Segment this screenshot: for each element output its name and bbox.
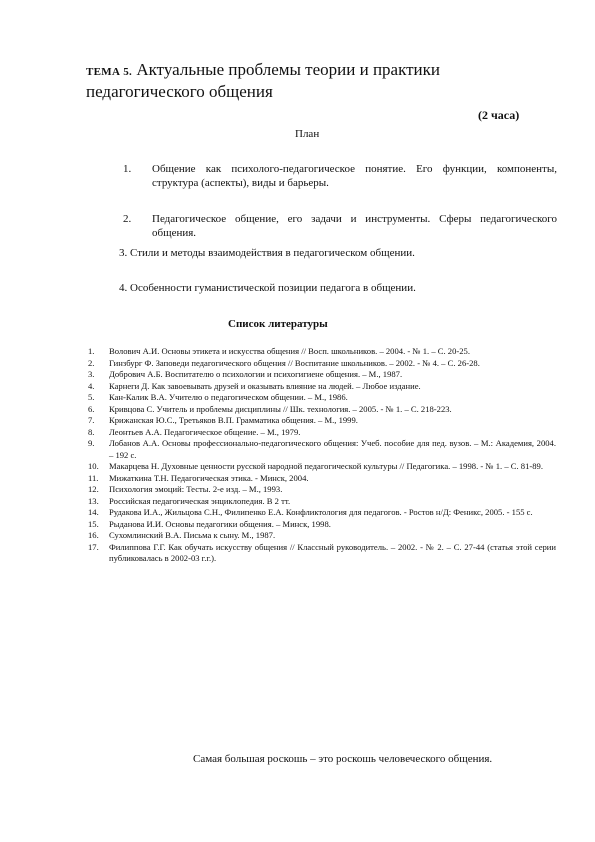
plan-item-number: 1. [123, 163, 132, 175]
list-item-number: 2. [88, 357, 95, 368]
list-item [88, 392, 556, 404]
list-item [88, 530, 556, 542]
plan-item-number: 2. [123, 213, 132, 225]
list-item [88, 381, 556, 393]
list-item-number: 12. [88, 484, 99, 494]
list-item-number: 9. [88, 438, 95, 448]
plan-heading: План [295, 128, 320, 140]
list-item-number: 8. [88, 426, 95, 437]
list-item-text: Карнеги Д. Как завоевывать друзей и оказывать влияние на людей. – Любое издание. [109, 380, 421, 391]
list-item-number: 6. [88, 403, 95, 414]
plan-item-text: 3. Стили и методы взаимодействия в педагогическом общении. [119, 247, 415, 259]
hours-label: (2 часа) [478, 108, 520, 122]
list-item [88, 461, 556, 473]
list-item-text: Гинзбург Ф. Заповеди педагогического общения // Воспитание школьников. – 2002. - № 4. – С. 26-28. [109, 357, 480, 368]
list-item-text: Лобанов А.А. Основы профессионально-педагогического общения: Учеб. пособие для пед. вузов. – М.: Академия, 2004. – 192 с. [109, 438, 556, 460]
topic-title: Актуальные проблемы теории и практики педагогического общения [86, 60, 441, 101]
list-item-number: 15. [88, 518, 99, 529]
list-item-text: Добрович А.Б. Воспитателю о психологии и психогигиене общения. – М., 1987. [109, 369, 403, 379]
list-item-text: Рыданова И.И. Основы педагогики общения. – Минск, 1998. [109, 518, 331, 529]
plan-item-text: Педагогическое общение, его задачи и инструменты. Сферы педагогического общения. [152, 213, 557, 239]
list-item [88, 415, 556, 427]
list-item-number: 16. [88, 530, 99, 540]
list-item-text: Макарцева Н. Духовные ценности русской народной педагогической культуры // Педагогика. – 1998. - № 1. – С. 81-89. [109, 461, 543, 471]
list-item-number: 17. [88, 541, 99, 552]
list-item [88, 358, 556, 370]
list-item-text: Филиппова Г.Г. Как обучать искусству общения // Классный руководитель. – 2002. - № 2. – С. 27-44 (статья этой серии публиковалась в 2002-03 г.г.). [109, 541, 556, 563]
list-item-text: Сухомлинский В.А. Письма к сыну. М., 1987. [109, 530, 276, 540]
list-item-number: 3. [88, 369, 95, 379]
list-item [88, 542, 556, 565]
list-item [88, 496, 556, 508]
document-title [86, 60, 526, 102]
list-item [88, 473, 556, 485]
list-item-text: Российская педагогическая энциклопедия. В 2 тт. [109, 495, 291, 506]
list-item [88, 519, 556, 531]
list-item-number: 11. [88, 472, 99, 483]
list-item [88, 438, 556, 461]
list-item [88, 369, 556, 381]
list-item-text: Мижаткина Т.Н. Педагогическая этика. - Минск, 2004. [109, 472, 309, 483]
plan-item [123, 212, 557, 240]
plan-item [123, 162, 557, 190]
plan-item-text: 4. Особенности гуманистической позиции педагога в общении. [119, 282, 416, 294]
plan-item-text: Общение как психолого-педагогическое понятие. Его функции, компоненты, структура (аспекты), виды и барьеры. [152, 163, 557, 189]
topic-label: ТЕМА 5. [86, 66, 133, 78]
list-item-text: Кривцова С. Учитель и проблемы дисциплины // Шк. технология. – 2005. - № 1. – С. 218-223. [109, 403, 452, 414]
list-item-text: Психология эмоций: Тесты. 2-е изд. – М., 1993. [109, 484, 283, 494]
list-item-number: 10. [88, 461, 99, 471]
list-item-text: Кан-Калик В.А. Учителю о педагогическом общении. – М., 1986. [109, 392, 348, 402]
list-item-number: 1. [88, 346, 95, 356]
closing-quote: Самая большая роскошь – это роскошь человеческого общения. [193, 753, 493, 765]
list-item-text: Леонтьев А.А. Педагогическое общение. – М., 1979. [109, 426, 301, 437]
list-item [88, 427, 556, 439]
list-item [88, 507, 556, 519]
list-item-text: Волович А.И. Основы этикета и искусства общения // Восп. школьников. – 2004. - № 1. – С. 20-25. [109, 346, 470, 356]
list-item-number: 4. [88, 380, 95, 391]
list-item-number: 14. [88, 507, 99, 517]
list-item-number: 13. [88, 495, 99, 506]
literature-heading: Список литературы [228, 318, 328, 330]
list-item-text: Рудакова И.А., Жильцова С.Н., Филипенко Е.А. Конфликтология для педагогов. - Ростов н/Д: Феникс, 2005. - 155 с. [109, 507, 533, 517]
list-item-text: Крижанская Ю.С., Третьяков В.П. Грамматика общения. – М., 1999. [109, 415, 358, 425]
list-item-number: 7. [88, 415, 95, 425]
literature-list [88, 346, 556, 565]
list-item-number: 5. [88, 392, 95, 402]
list-item [88, 346, 556, 358]
list-item [88, 404, 556, 416]
list-item [88, 484, 556, 496]
